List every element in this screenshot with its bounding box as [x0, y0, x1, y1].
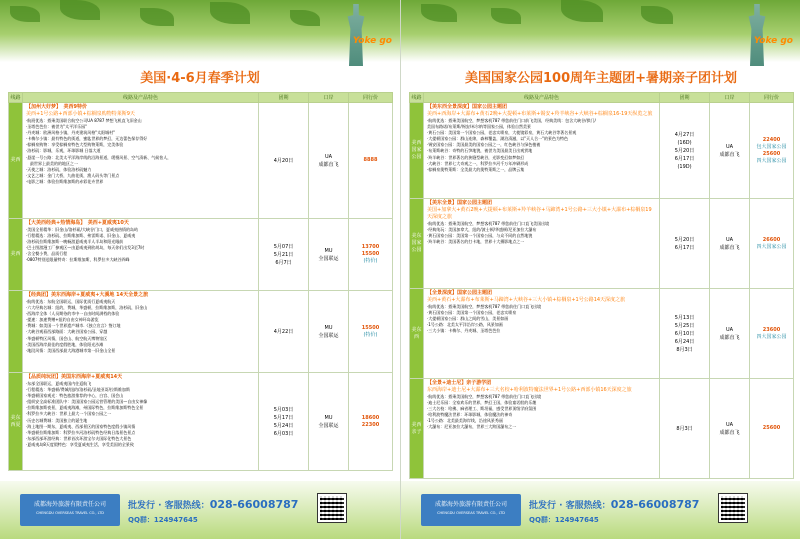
route-detail-line: ·历史名城费城：美国独立的诞生地 [26, 417, 88, 423]
page-title: 美国国家公园100周年主题团+暑期亲子团计划 [464, 71, 738, 86]
route-highlight: 美西+1号公路+西部小镇+棕榈泉购物特莱斯9天 [26, 111, 135, 117]
header-cell: 线路 [9, 93, 23, 103]
price-cell [349, 373, 393, 471]
departure-date: 6月7日 [275, 259, 292, 266]
table-row [9, 219, 393, 291]
route-detail-line: 美国布路诺/布莱斯/锡安/米尔纳等国家公园，体验自然美景 [427, 124, 532, 130]
region-cell: 美东国家公园 [410, 199, 424, 289]
route-cell [424, 379, 660, 479]
route-title: 【经典团】美东西海岸+夏威夷+大溪地 14天全景之旅 [26, 292, 149, 298]
route-detail-line: ·东部西部环游经典：世界首次环游宝尔夫国际化特色大景色 [26, 435, 132, 441]
departure-date: 6月10日 [674, 330, 695, 337]
departure-port-cell [710, 289, 750, 379]
route-detail-line: ·文艺之城：金门大桥，九曲花街，渔人码头等门景点 [26, 172, 120, 178]
route-detail-line: ·经典纯玩：美国加拿大，纽约/波士顿/华盛顿/尼亚加拉大瀑布 [427, 227, 537, 233]
departure-port: MU [324, 324, 333, 331]
route-detail-line: ·黄石公园：美国第一个国家公园，老忠实喷泉，大棱镜彩泉，黄石大峡谷等著名景观 [427, 130, 577, 136]
price-cell [750, 379, 794, 479]
departure-date: 5月24日 [273, 422, 294, 429]
statue-of-liberty-icon [342, 4, 370, 66]
price-value: 22400 [762, 136, 781, 143]
header-cell: 同行价 [349, 93, 393, 103]
header-cell: 同行价 [750, 93, 794, 103]
departure-port-cell [710, 199, 750, 289]
route-detail-line: ·三大名校：哈佛、麻省理工、斯坦福，感受世界顶级学府氛围 [427, 406, 537, 412]
route-detail-line: ·布莱斯峡谷：奇特的石笋地貌，被誉为美国最美日出观赏地 [427, 148, 533, 154]
route-detail-line: ·大瀑布：尼亚加拉大瀑布，世界三大跨国瀑布之一 [427, 424, 517, 430]
departure-port-cell [710, 103, 750, 199]
qq-group: QQ群：124947645 [529, 516, 599, 524]
dates-cell [259, 373, 309, 471]
page-title: 美国·4-6月春季计划 [140, 71, 260, 86]
route-detail-line: ·天使之城：洛杉矶，体验洛杉矶魅力 [26, 166, 92, 172]
route-detail-line: ·航线优选：搭乘美国航空，梦想客机787 带您前往门口前飞美国，经典美线：包含大峡谷/拱门/ [427, 118, 596, 123]
departure-port-cell [309, 103, 349, 219]
header-cell: 线路 [410, 93, 424, 103]
departure-date: 4月27日 [674, 131, 695, 138]
price-value: 15500 [361, 251, 380, 257]
route-detail-line: ·海上地图一期东，夏威夷、西部景区的国家特色度假小镇风情 [26, 423, 136, 429]
qq-group: QQ群：124947645 [128, 516, 198, 524]
route-highlight: 美国+加拿大+黄石2晚+大提顿+布莱斯+羚羊峡谷+马蹄湾+1号公路+三大小镇+大瀑布+棕榈泉19天深度之旅 [427, 207, 652, 220]
departure-date: 8月3日 [676, 425, 693, 432]
region-cell: 美西 [9, 103, 23, 219]
departure-port: 成都直飞 [719, 334, 740, 341]
route-detail-line: ·1号公路：北美太平洋沿岸公路，风景如画 [427, 322, 503, 328]
price-cell [349, 291, 393, 373]
route-detail-line: ·提速：加速费赠+纽约自由女神环岛游览 [26, 317, 99, 323]
region-cell: 美西 [9, 219, 23, 291]
route-title: 【美东西全景深度】国家公园主题团 [427, 104, 508, 110]
qr-code-icon [719, 494, 747, 522]
route-detail-line: ·大提顿国家公园：群山连绵，森林覆盖，湖泊清澈，以"天人合一"的景色为特色 [427, 136, 568, 142]
departure-date: 5月25日 [674, 322, 695, 329]
departure-date: 5月20日 [674, 147, 695, 154]
departure-port: UA [725, 421, 734, 428]
departure-port: 成都直飞 [719, 244, 740, 251]
departure-port-cell [309, 291, 349, 373]
dates-cell [660, 199, 710, 289]
route-cell [424, 199, 660, 289]
agency-logo: 成都海外旅游有限责任公司 CHENGDU OVERSEAS TRAVEL CO., LTD [421, 494, 521, 526]
route-detail-line: ·羚羊峡谷：世界著名的狭缝型峡谷，光影变幻如梦如幻 [427, 154, 525, 160]
price-value: 8888 [363, 157, 378, 163]
departure-port: UA [324, 153, 333, 160]
table-row [9, 103, 393, 219]
departure-port-cell [309, 219, 349, 291]
departure-date: 5月21日 [273, 251, 294, 258]
qr-code-icon [318, 494, 346, 522]
route-detail-line: ·华盛顿拉斯维加斯：科罗拉多河洛杉矶特色经典日落景色景点 [26, 429, 136, 435]
departure-date: 6月17日 [674, 244, 695, 251]
route-detail-line: ·三大小镇：卡梅尔、丹麦城、圣塔芭芭拉 [427, 328, 501, 334]
route-detail-line: ·拉斯维加斯夜景，夏威夷海滩，州国际特色，拉斯维加斯特色全景 [26, 405, 144, 411]
price-cell [750, 289, 794, 379]
departure-port-cell [309, 373, 349, 471]
price-value: (特价) [363, 331, 378, 338]
route-detail-line: ·棕榈泉购物：享受棕榈泉特色大型购物莱斯，完美体验 [26, 142, 124, 148]
leaf-banner [401, 0, 800, 62]
route-detail-line: ·悬崖一号公路：北美太平洋海岸线的沿海景道，缓慢风景、空气清新、气候怡人， [26, 154, 172, 160]
price-cell [750, 199, 794, 289]
brand-logo: Yoke go [753, 36, 793, 46]
region-cell: 美东西 [410, 289, 424, 379]
route-detail-line: ·黄石国家公园：美国第一个国家公园，老忠实喷泉 [427, 310, 517, 316]
departure-port: 全国联运 [318, 422, 339, 429]
route-detail-line: ·美国全景精华：旧金山/洛杉矶/大峡谷门口，夏威夷热情的岛屿 [26, 227, 138, 232]
route-detail-line: ·1号公路：北美最美海岸线，沿途风景秀丽 [427, 418, 503, 424]
route-detail-line: ·夏威夷岛8天度假特色：享受夏威夷生活，享受美国的全景致 [26, 441, 134, 447]
departure-date: 5月17日 [273, 414, 294, 421]
route-detail-line: ·行程精选：华盛顿/费城/纽约/洛杉矶/圣地亚哥/拉斯维加斯 [26, 387, 131, 393]
route-detail-line: ·地段风情：美国西部最大海港城市第一旧金山全景 [26, 347, 116, 353]
route-detail-line: ·航班优选：搭乘美国联合航空公司UA 8787 梦想飞机直飞旧金山 [26, 118, 142, 123]
route-highlight: 东西海岸+迪士尼+大瀑布+三大名校+哈利波特魔法世界+1号公路+西部小镇16天深度之旅 [427, 387, 632, 393]
region-cell: 美东西夏 [9, 373, 23, 471]
departure-date: 6月17日 [674, 155, 695, 162]
route-detail-line: ·圣塔芭芭拉：被誉为"太平洋乐园" [26, 124, 87, 130]
itinerary-table [8, 92, 393, 471]
route-detail-line: ·迪士尼乐园：全家欢乐的世界，梦幻王国，体验童话般的乐趣 [427, 400, 537, 406]
table-row [410, 103, 794, 199]
route-cell [23, 219, 259, 291]
footer [0, 481, 400, 539]
hotline: 批发行 · 客服热线：028-66008787 [529, 498, 700, 511]
price-value: (特价) [363, 258, 378, 264]
route-detail-line: ·西海岸全体（人员期待的市中一自由时间满档的体验 [26, 311, 120, 317]
route-detail-line: ·锡安国家公园：美国最美的国家公园之一，红色峡谷与绿色植被 [427, 142, 541, 148]
table-row [9, 373, 393, 471]
route-detail-line: ·华盛顿特区风情，国会山、航空航天博物馆区 [26, 335, 108, 341]
departure-port: 全国联运 [318, 255, 339, 262]
departure-port-cell [710, 379, 750, 479]
departure-port: 成都直飞 [719, 429, 740, 436]
price-value: 15500 [361, 324, 380, 331]
table-header [9, 93, 393, 103]
route-detail-line: ·含全餐小费，品质行程 [26, 251, 68, 257]
departure-port: 全国联运 [318, 332, 339, 339]
price-cell [349, 103, 393, 219]
right-page [400, 0, 800, 539]
region-cell: 美西亲子 [410, 379, 424, 479]
hotline: 批发行 · 客服热线：028-66008787 [128, 498, 299, 511]
route-detail-line: ·洛杉矶：影城，乐观，环球影城 日落大道 [26, 148, 101, 154]
dates-cell [259, 103, 309, 219]
route-cell [23, 373, 259, 471]
route-detail-line: ·洛杉矶拉斯维加斯一晚畅游夏威夷半人半岛和阳光眼前 [26, 239, 124, 245]
table-row [410, 289, 794, 379]
price-value: 包大国家公园 [756, 143, 787, 150]
route-detail-line: ·费城：如美国一个世界遗产城市.《独立宣言》签订地 [26, 323, 121, 329]
leaf-banner [0, 0, 400, 62]
departure-port: MU [324, 414, 333, 421]
route-detail-line: ·哈利波特魔法世界：环球影城，体验魔法的神奇 [427, 412, 513, 418]
price-value: 22300 [361, 421, 380, 428]
table-header [410, 93, 794, 103]
route-detail-line: ·美国西海岸最佳的度假胜地，体验阳光沙滩 [26, 341, 104, 347]
price-value: 18600 [361, 414, 380, 421]
price-value: 23600 [762, 326, 781, 333]
header-cell: 团期 [660, 93, 710, 103]
departure-port: UA [725, 236, 734, 243]
departure-port: UA [725, 326, 734, 333]
departure-port: MU [324, 247, 333, 254]
dates-cell [259, 291, 309, 373]
route-detail-line: ·黄石国家公园：美国第一个国家公园，与众不同的自然地貌 [427, 233, 533, 239]
route-detail-line: ·组织安全高标准团队中：美国国家公园运营管理的美国—自由女神像 [26, 399, 148, 405]
departure-date: 8月3日 [676, 346, 693, 353]
agency-logo: 成都海外旅游有限责任公司 CHENGDU OVERSEAS TRAVEL CO., LTD [20, 494, 120, 526]
route-detail-line: ·大提顿国家公园：群山之间的雪山，美景如画 [427, 316, 509, 322]
departure-date: (16D) [677, 139, 692, 146]
route-detail-line: ·大峡谷：世界七大奇观之一，科罗拉多河千万年冲刷形成 [427, 160, 529, 166]
departure-date: 4月20日 [273, 157, 294, 164]
table-row [9, 291, 393, 373]
route-title: 【加州大好梦】 美西9特价 [26, 104, 87, 110]
departure-port: 成都直飞 [318, 161, 339, 168]
route-highlight: 美西+黄石+大瀑布+布莱斯+马蹄湾+大峡谷+三大小镇+棕榈泉+1号公路14天深度之旅 [427, 297, 626, 303]
departure-date: (19D) [677, 163, 692, 170]
departure-date: 5月13日 [674, 314, 695, 321]
route-detail-line: ·电影之城：体验拉斯维加斯的赤彩花卉世界 [26, 178, 104, 184]
departure-date: 5月03日 [273, 406, 294, 413]
route-title: 【大美西经典+热情海岛】 美西+夏威夷10天 [26, 220, 129, 226]
price-value: 四大国家公园 [756, 157, 787, 164]
route-detail-line: ·羚羊峡谷：美国著名的打卡地，世界十大摄影地点之一 [427, 239, 525, 245]
route-title: 【品质纯玩团】美国东西海岸+夏威夷14天 [26, 374, 123, 380]
route-detail-line: ·行程精选：洛杉矶、拉斯维加斯、弗雷斯诺、旧金山、夏威夷 [26, 233, 136, 239]
table-row [410, 379, 794, 479]
departure-date: 5月07日 [273, 243, 294, 250]
price-cell [750, 103, 794, 199]
price-value: 四大国家公园 [756, 243, 787, 250]
route-detail-line: ·大峡谷观看西部路面：大峡谷国家公园、穿越 [26, 329, 108, 335]
brand-logo: Yoke go [352, 36, 392, 46]
route-detail-line: ·0807特别送限量特奇：拉斯维加斯，科罗拉多大峡谷四峰 [26, 257, 130, 263]
header-cell: 团期 [259, 93, 309, 103]
price-cell [349, 219, 393, 291]
header-cell: 口岸 [710, 93, 750, 103]
header-cell: 线路及产品特色 [424, 93, 660, 103]
route-detail-line: ·航线优选：搭乘美国航空，梦想客机787 带您前往门口直飞美国出境 [427, 221, 550, 226]
departure-port: UA [725, 143, 734, 150]
header-cell: 口岸 [309, 93, 349, 103]
statue-of-liberty-icon [743, 4, 771, 66]
departure-port: 成都直飞 [719, 151, 740, 158]
region-cell [9, 291, 23, 373]
departure-date: 6月03日 [273, 430, 294, 437]
departure-date: 5月20日 [674, 236, 695, 243]
route-detail-line: ·航线优选：东航全国联运，国际优质行夏威夷航天 [26, 299, 116, 304]
route-cell [23, 291, 259, 373]
region-cell: 美西国家公园 [410, 103, 424, 199]
route-cell [424, 103, 660, 199]
footer [401, 481, 800, 539]
route-detail-line: ·科罗拉多大峡谷：世界上最大一个国家公园之一 [26, 411, 112, 417]
route-detail-line: 最世界上最美的的地区之一 [26, 160, 78, 166]
price-value: 25600 [762, 150, 781, 157]
departure-date: 4月22日 [273, 328, 294, 335]
route-detail-line: ·华盛顿国家观光：特色旅游推荐的中心，白宫、国会山 [26, 393, 124, 399]
route-title: 【全景深度】国家公园主题团 [427, 290, 493, 296]
route-detail-line: ·巴士图游漫工厂参观区—由夏威夷到欧胡岛，每天你们出发3至7时 [26, 245, 145, 251]
route-highlight: 美西+西海岸+大瀑布+黄石2晚+大提顿+布莱斯+锡安+羚羊峡谷+大峡谷+棕榈泉16-19天纵览之旅 [427, 111, 653, 117]
dates-cell [660, 103, 710, 199]
price-value: 13700 [361, 244, 380, 250]
route-detail-line: ·丹麦城：欧洲风格小镇，丹麦建筑风格"太阳城村" [26, 130, 115, 136]
departure-date: 6月24日 [674, 338, 695, 345]
price-value: 四大国家公园 [756, 333, 787, 340]
itinerary-table [409, 92, 794, 479]
route-detail-line: ·棕榈泉奥特莱斯：全美最大的奥特莱斯之一，品牌云集 [427, 166, 525, 172]
route-detail-line: ·卡梅尔小镇：最有特色的街道，蜜匙世界的梦幻，无边蕾色保存得好 [26, 136, 148, 142]
dates-cell [660, 379, 710, 479]
route-cell [23, 103, 259, 219]
price-value: 25600 [762, 425, 781, 431]
dates-cell [259, 219, 309, 291]
route-detail-line: ·东部全国联运，夏威夷国内往返航飞 [26, 381, 92, 386]
route-detail-line: ·六大经典名城：纽约，费城，华盛顿，拉斯维加斯，洛杉矶，旧金山 [26, 305, 148, 311]
header-cell: 线路及产品特色 [23, 93, 259, 103]
route-detail-line: ·航线优选：搭乘美国航空，梦想客机787 带您前往门口直飞出境 [427, 304, 542, 309]
dates-cell [660, 289, 710, 379]
route-detail-line: ·航线优选：搭乘美国航空，梦想客机787 带您前往门口直飞出境 [427, 394, 542, 399]
table-row [410, 199, 794, 289]
route-cell [424, 289, 660, 379]
route-title: 【全景+迪士尼】亲子游学团 [427, 380, 492, 386]
price-value: 26600 [762, 236, 781, 243]
route-title: 【美东全景】国家公园主题团 [427, 200, 493, 206]
